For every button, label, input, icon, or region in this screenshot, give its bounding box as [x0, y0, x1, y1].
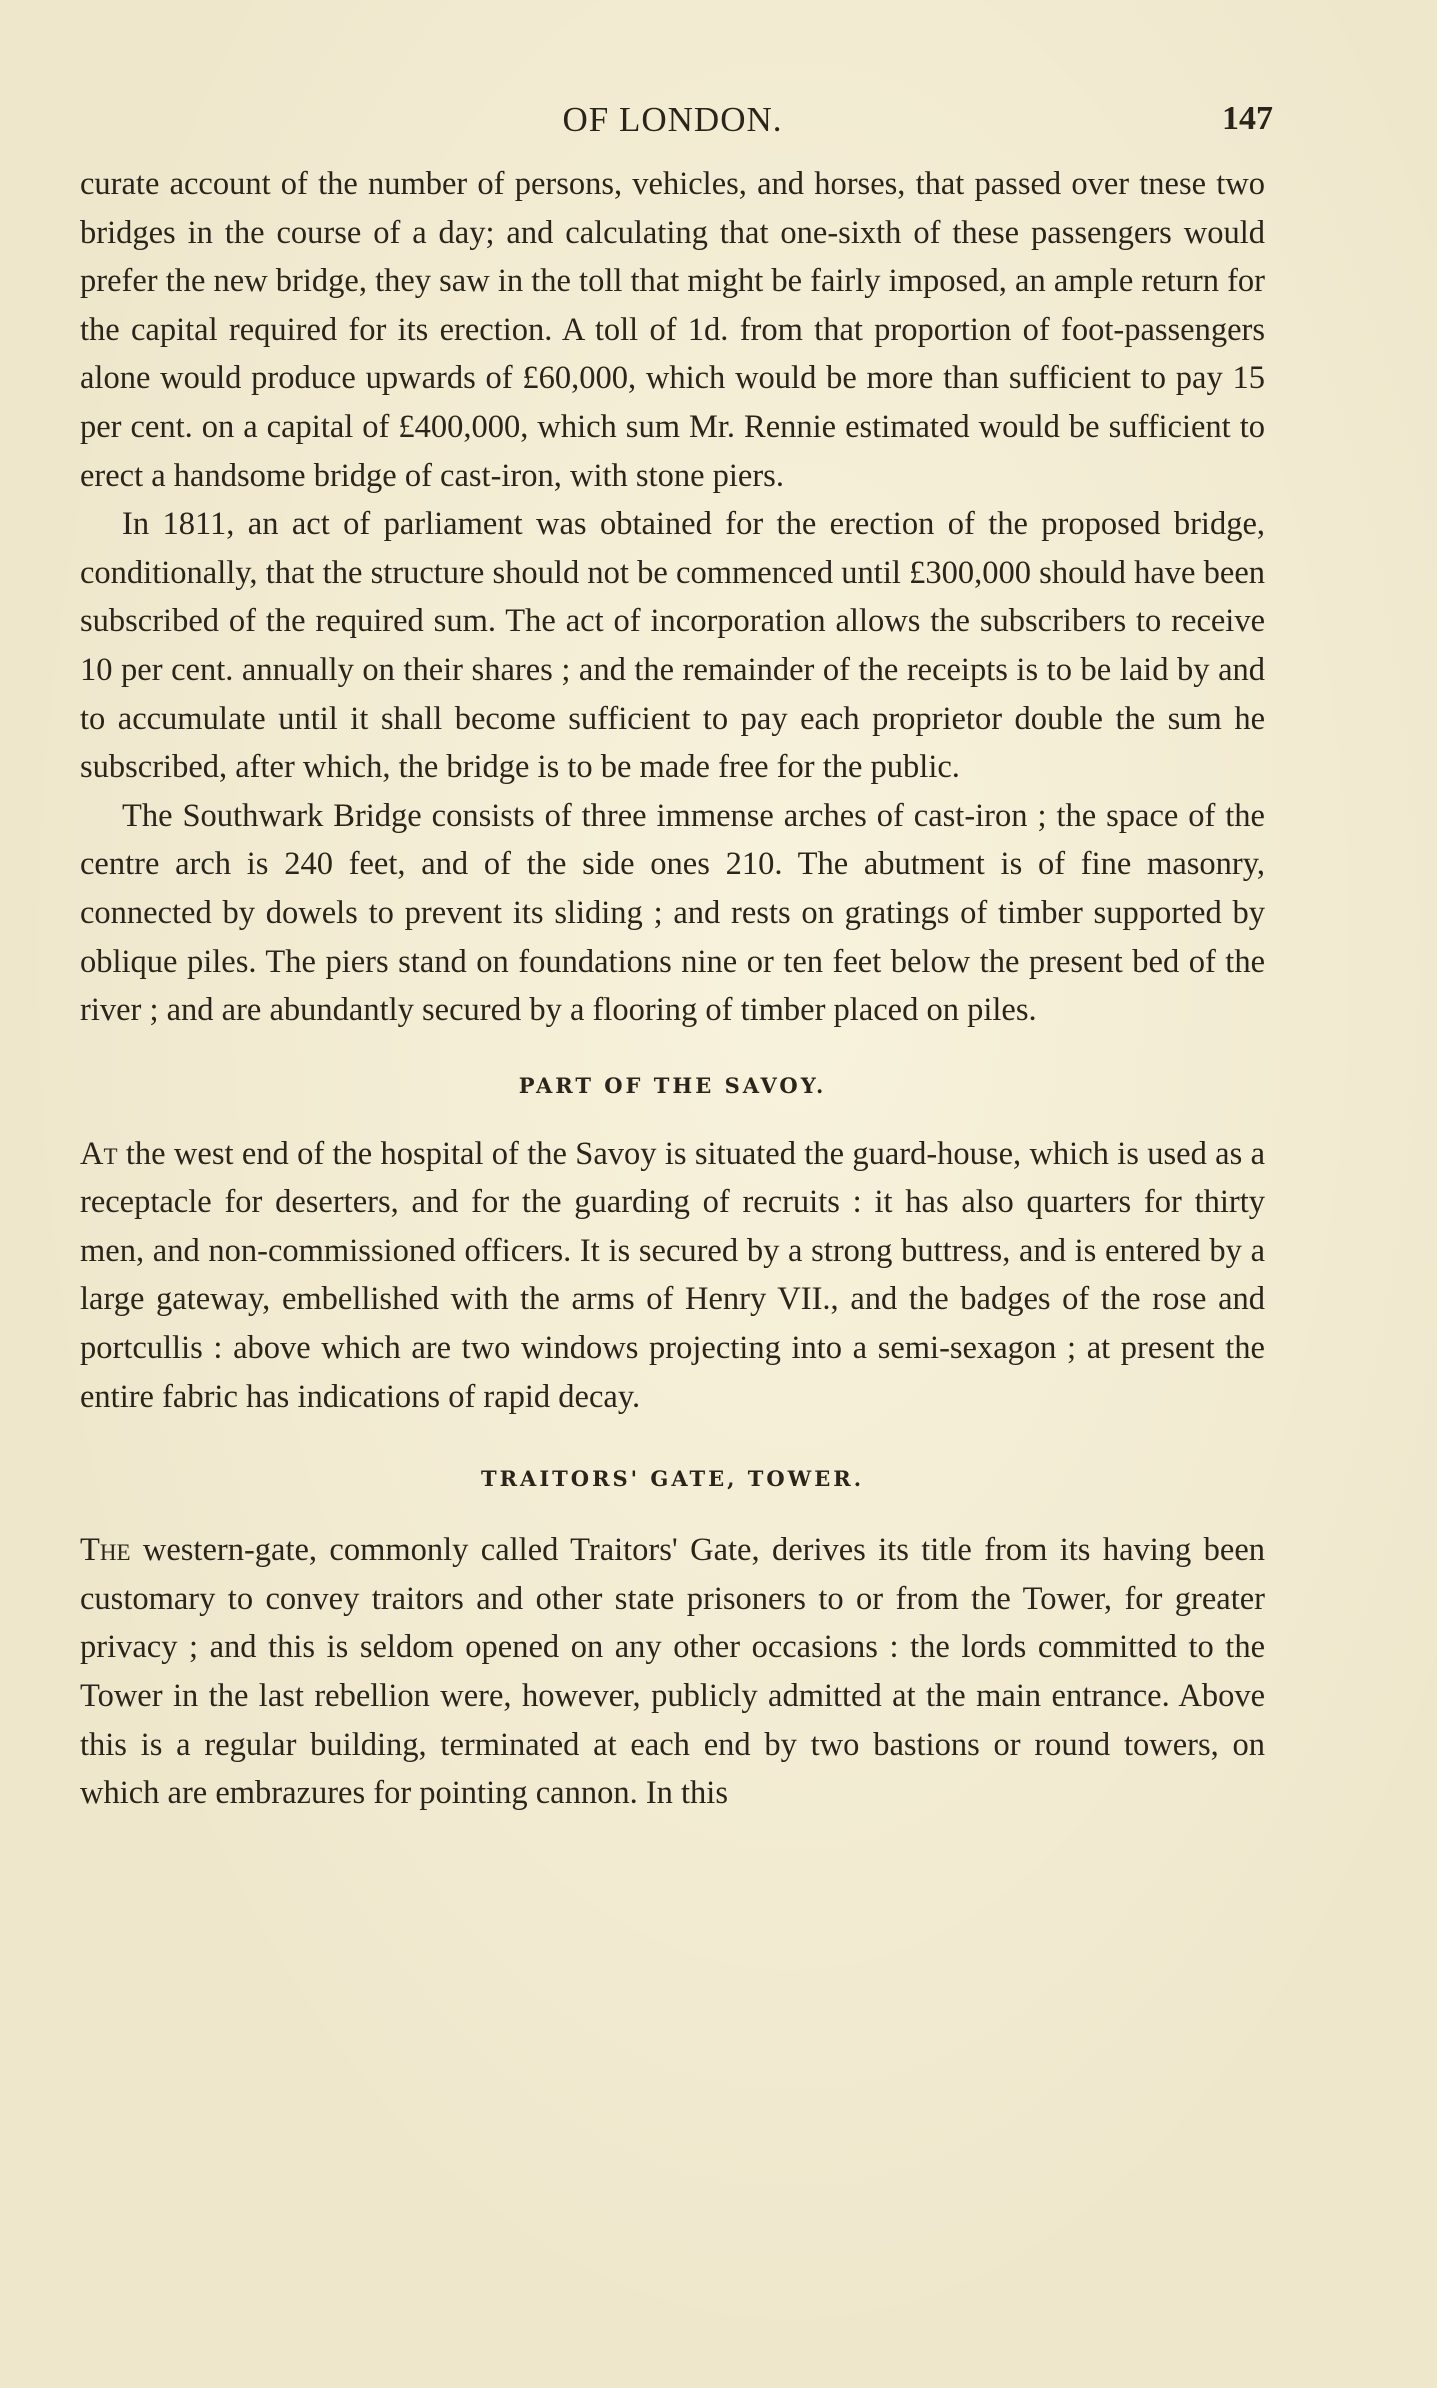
paragraph-continued: curate account of the number of persons, vehicles, and horses, that passed over tnese two bridges in the course of a day; and calculating that one-sixth of these passengers would prefer the new bridge, they saw in the toll that might be fairly imposed, an ample return for the capital required for its erection. A toll of 1d. from that proportion of foot-passengers alone would produce upwards of £60,000, which would be more than sufficient to pay 15 per cent. on a capital of £400,000, which sum Mr. Rennie estimated would be sufficient to erect a handsome bridge of cast-iron, with stone piers. [80, 166, 1265, 494]
page-header [80, 100, 1273, 144]
paragraph-southwark-bridge: The Southwark Bridge consists of three immense arches of cast-iron ; the space of the centre arch is 240 feet, and of the side ones 210. The abutment is of fine masonry, connected by dowels to prevent its sliding ; and rests on gratings of timber supported by oblique piles. The piers stand on foundations nine or ten feet below the present bed of the river ; and are abundantly secured by a flooring of timber placed on piles. [80, 797, 1265, 1029]
running-head: OF LONDON. [562, 100, 783, 139]
savoy-body: the west end of the hospital of the Savoy is situated the guard-house, which is used as a receptacle for deserters, and for the guarding of recruits : it has also quarters for thirty men, and non-commissioned officers. It is secured by a strong buttress, and is entered by a large gateway, embellished with the arms of Henry VII., and the badges of the rose and portcullis : above which are two windows projecting into a semi-sexagon ; at present the entire fabric has indications of rapid decay. [80, 1135, 1265, 1415]
body-text [80, 160, 1265, 1818]
traitors-body: western-gate, commonly called Traitors' Gate, derives its title from its having been customary to convey traitors and other state prisoners to or from the Tower, for greater privacy ; and this is seldom opened on any other occasions : the lords committed to the Tower in the last rebellion were, however, publicly admitted at the main entrance. Above this is a regular building, terminated at each end by two bastions or round towers, on which are embrazures for pointing cannon. In this [80, 1532, 1265, 1812]
paragraph-savoy [80, 1130, 1265, 1422]
page-number: 147 [1222, 100, 1273, 137]
paragraph-act-of-parliament: In 1811, an act of parliament was obtained for the erection of the proposed bridge, conditionally, that the structure should not be commenced until £300,000 should have been subscribed of the required sum. The act of incorporation allows the subscribers to receive 10 per cent. annually on their shares ; and the remainder of the receipts is to be laid by and to accumulate until it shall become sufficient to pay each proprietor double the sum he subscribed, after which, the bridge is to be made free for the public. [80, 506, 1265, 786]
section-heading-savoy: PART OF THE SAVOY. [518, 1072, 827, 1098]
savoy-lead-word: At [80, 1135, 118, 1172]
paragraph-traitors-gate [80, 1526, 1265, 1818]
section-heading-traitors-gate: TRAITORS' GATE, TOWER. [480, 1466, 865, 1492]
traitors-lead-word: The [80, 1532, 131, 1569]
